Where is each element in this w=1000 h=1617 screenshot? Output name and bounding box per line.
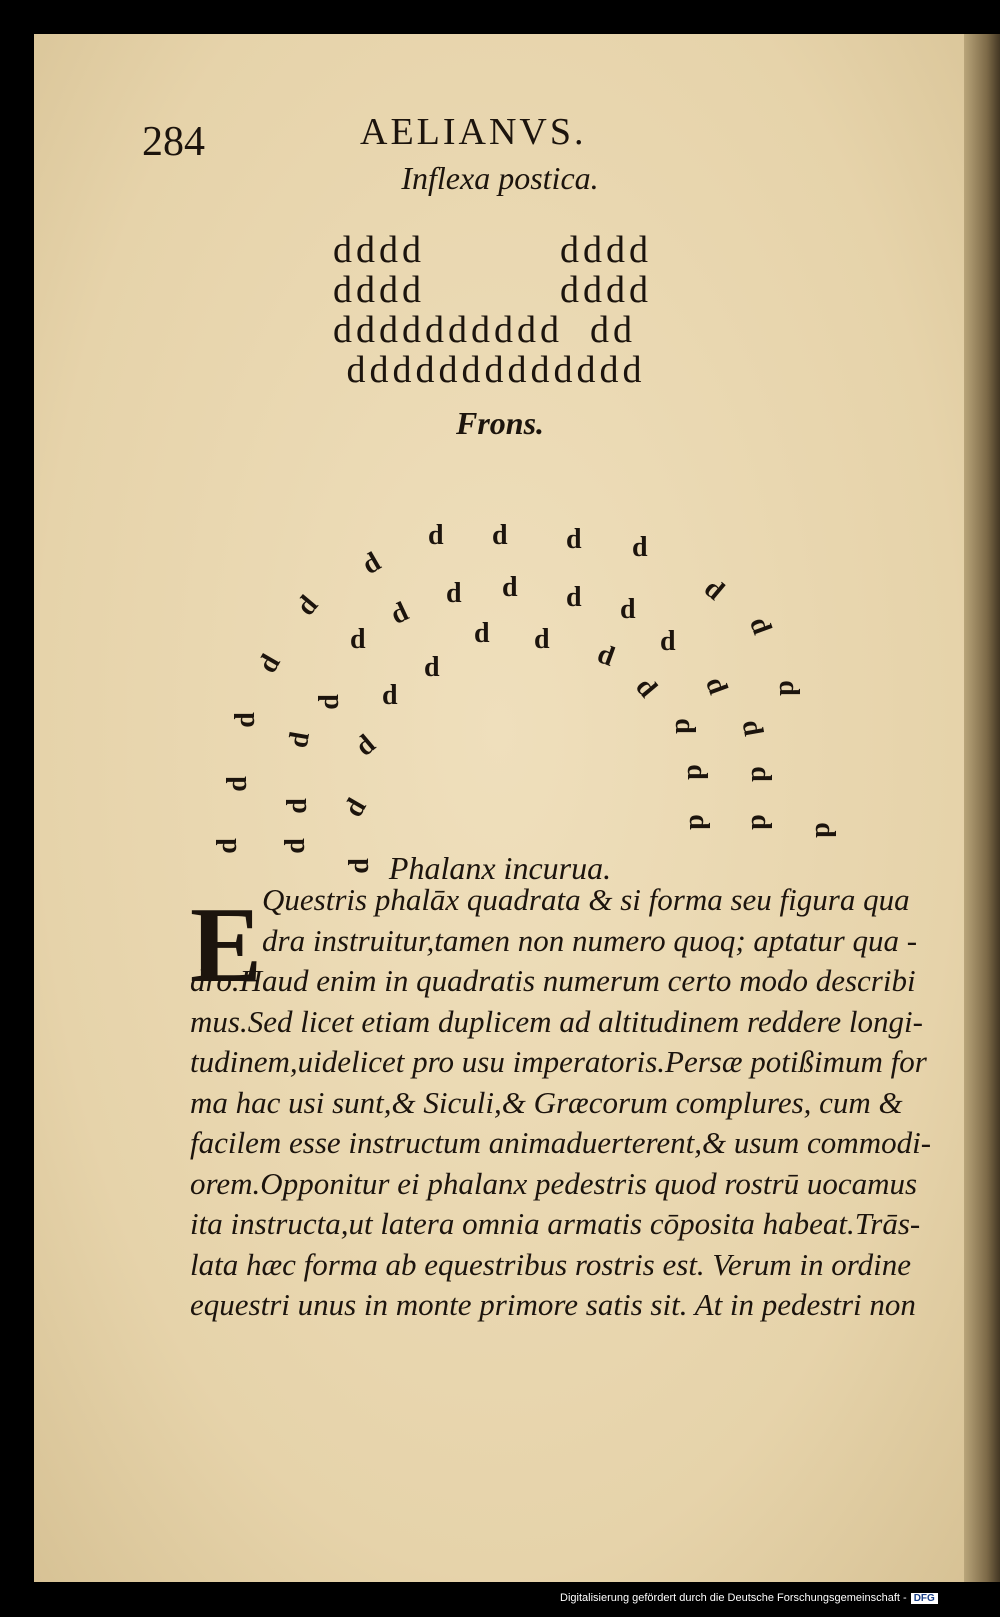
formation-mark: d <box>424 652 440 683</box>
formation-mark: d <box>428 520 444 551</box>
formation-mark: d <box>744 766 776 782</box>
formation-mark: d <box>680 764 712 780</box>
dfg-logo: DFG <box>911 1593 938 1604</box>
text-line: tudinem,uidelicet pro usu imperatoris.Persæ potißimum for <box>190 1044 927 1079</box>
text-line: equestri unus in monte primore satis sit. At in pedestri non <box>190 1287 916 1322</box>
text-line: ma hac usi sunt,& Siculi,& Græcorum complures, cum & <box>190 1084 903 1120</box>
formation-mark: d <box>808 822 840 838</box>
formation-mark: d <box>313 694 345 710</box>
formation-mark: d <box>682 814 714 830</box>
text-line: lata hæc forma ab equestribus rostris est. Verum in ordine <box>190 1246 912 1282</box>
formation-mark: d <box>502 572 518 603</box>
figure1-row: dddd dddd <box>333 269 652 311</box>
text-line: mus.Sed licet etiam duplicem ad altitudinem reddere longi- <box>190 1003 923 1039</box>
formation-mark: d <box>252 649 287 679</box>
running-head: AELIANVS. <box>360 111 587 153</box>
formation-mark: d <box>492 520 508 551</box>
formation-mark: d <box>221 776 253 792</box>
formation-mark: d <box>290 589 325 622</box>
formation-mark: d <box>338 793 373 823</box>
figure1-row: dddd dddd <box>333 229 652 271</box>
figure1-row: ddddddddddddd <box>333 349 646 391</box>
formation-mark: d <box>279 838 311 854</box>
formation-mark: d <box>357 546 387 581</box>
formation-mark: d <box>474 618 490 649</box>
formation-mark: d <box>743 613 778 639</box>
footer-credit <box>560 1592 938 1604</box>
formation-mark: d <box>382 680 398 711</box>
figure1-row: dddddddddd dd <box>333 309 636 351</box>
formation-mark: d <box>660 626 676 657</box>
formation-mark: d <box>698 572 731 607</box>
text-line: dra instruitur,tamen non numero quoq; aptatur qua - <box>262 922 918 958</box>
formation-mark: d <box>350 624 366 655</box>
formation-mark: d <box>385 596 414 631</box>
formation-mark: d <box>534 624 550 655</box>
formation-mark: d <box>566 582 582 613</box>
formation-mark: d <box>229 712 261 728</box>
book-spine <box>964 34 1000 1582</box>
figure2-bottom-caption: Phalanx incurua. <box>388 850 612 886</box>
text-line: dro.Haud enim in quadratis numerum certo modo describi <box>190 963 916 998</box>
footer-text: Digitalisierung gefördert durch die Deutsche Forschungsgemeinschaft - <box>560 1592 907 1604</box>
formation-mark: d <box>632 532 648 563</box>
formation-mark: d <box>735 717 769 739</box>
text-line: orem.Opponitur ei phalanx pedestris quod rostrū uocamus <box>190 1165 918 1201</box>
formation-mark: d <box>566 524 582 555</box>
text-line: Questris phalāx quadrata & si forma seu figura qua <box>262 882 910 917</box>
formation-mark: d <box>446 578 462 609</box>
formation-mark: d <box>349 728 382 763</box>
formation-mark: d <box>629 671 664 704</box>
body-text <box>190 880 932 1326</box>
formation-mark: d <box>620 594 636 625</box>
figure1-caption: Inflexa postica. <box>401 160 599 196</box>
figure2-caption: Frons. <box>455 405 545 441</box>
formation-mark: d <box>744 814 776 830</box>
formation-mark: d <box>282 729 316 751</box>
drop-cap: E <box>190 886 263 1005</box>
formation-mark: d <box>668 718 700 734</box>
formation-mark: d <box>281 798 313 814</box>
formation-mark: d <box>211 838 243 854</box>
text-line: ita instructa,ut latera omnia armatis cōposita habeat.Trās- <box>190 1206 921 1241</box>
page-number: 284 <box>142 119 205 165</box>
formation-mark: d <box>593 638 619 673</box>
text-line: facilem esse instructum animaduerterent,& usum commodi- <box>190 1125 932 1160</box>
formation-mark: d <box>772 680 804 696</box>
formation-mark: d <box>699 673 734 699</box>
formation-mark: d <box>343 858 375 874</box>
